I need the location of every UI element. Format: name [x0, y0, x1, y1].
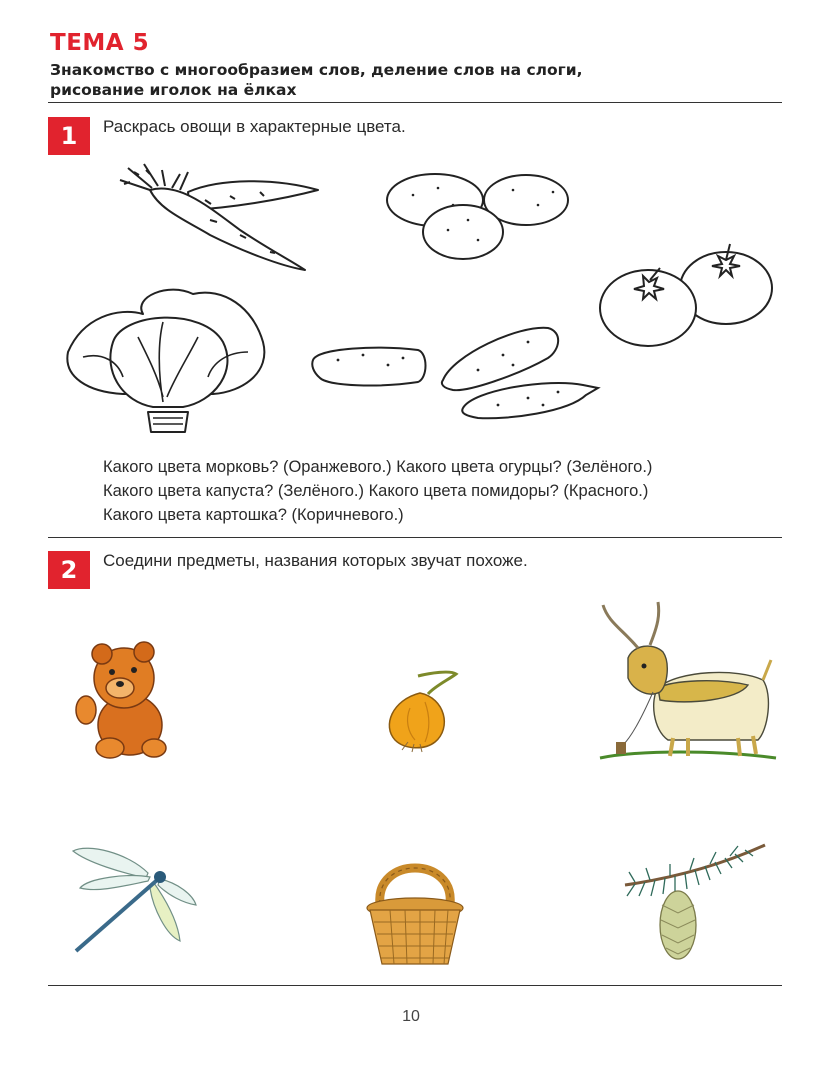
task-1-questions: [103, 455, 803, 527]
subtitle-line-2: рисование иголок на ёлках: [50, 81, 297, 99]
cabbage-illustration: [63, 282, 273, 437]
cucumbers-illustration: [308, 320, 608, 425]
teddy-bear-illustration: [72, 640, 172, 760]
task-1-instruction: Раскрась овощи в характерные цвета.: [103, 117, 406, 136]
potatoes-illustration: [383, 170, 573, 265]
subtitle-line-1: Знакомство с многообразием слов, деление слов на слоги,: [50, 61, 583, 79]
question-line: Какого цвета картошка? (Коричневого.): [103, 506, 404, 524]
tomatoes-illustration: [598, 238, 778, 350]
footer-rule: [48, 985, 782, 986]
section-rule: [48, 537, 782, 538]
question-line: Какого цвета капуста? (Зелёного.) Какого цвета помидоры? (Красного.): [103, 482, 649, 500]
onion-illustration: [380, 668, 460, 753]
fir-branch-illustration: [620, 840, 770, 965]
basket-illustration: [360, 846, 470, 971]
task-2-instruction: Соедини предметы, названия которых звучат похоже.: [103, 551, 528, 570]
topic-subtitle: [50, 60, 790, 100]
task-2-number: 2: [48, 551, 90, 589]
topic-title: ТЕМА 5: [50, 30, 150, 56]
goat-illustration: [598, 600, 778, 770]
page-number: 10: [402, 1008, 420, 1025]
dragonfly-illustration: [68, 843, 198, 958]
header-rule: [48, 102, 782, 103]
carrots-illustration: [110, 160, 325, 275]
question-line: Какого цвета морковь? (Оранжевого.) Какого цвета огурцы? (Зелёного.): [103, 458, 653, 476]
task-1-number: 1: [48, 117, 90, 155]
